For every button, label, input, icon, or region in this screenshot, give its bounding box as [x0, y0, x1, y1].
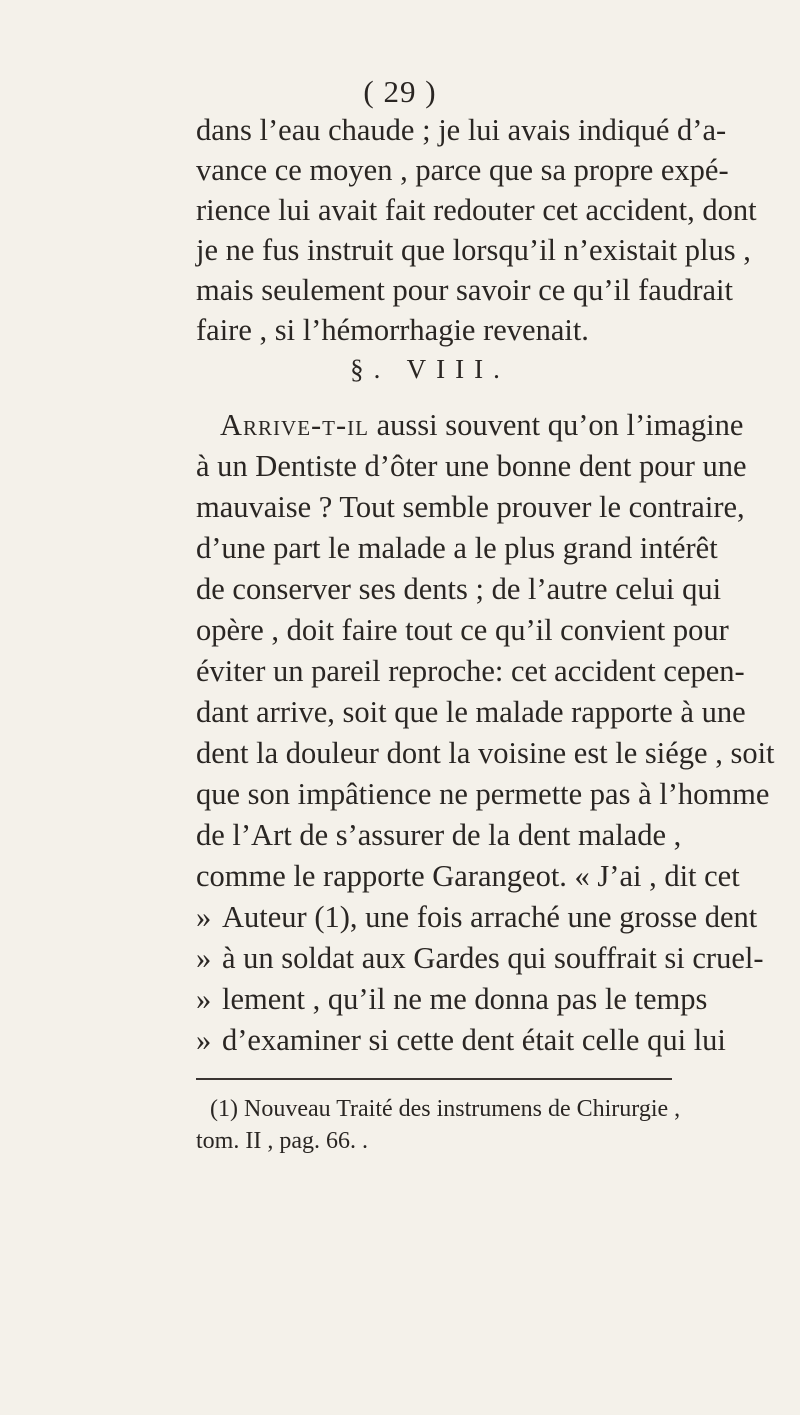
quote-line [196, 897, 758, 937]
text-line: dant arrive, soit que le malade rapporte à une [196, 695, 746, 729]
quote-mark: » [196, 941, 212, 975]
text-line: de l’Art de s’assurer de la dent malade , [196, 818, 682, 852]
text-line: je ne fus instruit que lorsqu’il n’existait plus , [196, 233, 751, 267]
text-line: comme le rapporte Garangeot. « J’ai , dit cet [196, 859, 740, 893]
text-line: vance ce moyen , parce que sa propre expé- [196, 153, 729, 187]
quote-mark: » [196, 982, 212, 1016]
quote-mark: » [196, 900, 212, 934]
quote-line [196, 1020, 726, 1060]
section-heading: §. VIII. [350, 354, 510, 384]
quote-text: Auteur (1), une fois arraché une grosse dent [222, 900, 758, 934]
text-line: mauvaise ? Tout semble prouver le contraire, [196, 490, 745, 524]
quote-text: d’examiner si cette dent était celle qui lui [222, 1023, 726, 1057]
footnote-line: tom. II , pag. 66. . [196, 1128, 368, 1154]
quote-text: lement , qu’il ne me donna pas le temps [222, 982, 708, 1016]
quote-mark: » [196, 1023, 212, 1057]
text-line: que son impâtience ne permette pas à l’homme [196, 777, 770, 811]
paragraph-first-line [220, 405, 744, 445]
text-line: faire , si l’hémorrhagie revenait. [196, 313, 589, 347]
text-line: éviter un pareil reproche: cet accident cepen- [196, 654, 745, 688]
text-line: mais seulement pour savoir ce qu’il faudrait [196, 273, 733, 307]
paragraph-lead-rest: aussi souvent qu’on l’imagine [369, 408, 744, 442]
quote-text: à un soldat aux Gardes qui souffrait si cruel- [222, 941, 764, 975]
footnote-line: (1) Nouveau Traité des instrumens de Chirurgie , [210, 1096, 681, 1122]
paragraph-lead-word: Arrive-t-il [220, 408, 369, 442]
footnote-rule [196, 1078, 672, 1080]
text-line: de conserver ses dents ; de l’autre celui qui [196, 572, 722, 606]
text-line: à un Dentiste d’ôter une bonne dent pour une [196, 449, 747, 483]
page-number: ( 29 ) [363, 74, 437, 109]
quote-line [196, 938, 764, 978]
text-line: opère , doit faire tout ce qu’il convient pour [196, 613, 729, 647]
text-line: dent la douleur dont la voisine est le siége , soit [196, 736, 775, 770]
text-line: dans l’eau chaude ; je lui avais indiqué d’a- [196, 113, 727, 147]
text-line: d’une part le malade a le plus grand intérêt [196, 531, 718, 565]
text-line: rience lui avait fait redouter cet accident, dont [196, 193, 757, 227]
quote-line [196, 979, 708, 1019]
